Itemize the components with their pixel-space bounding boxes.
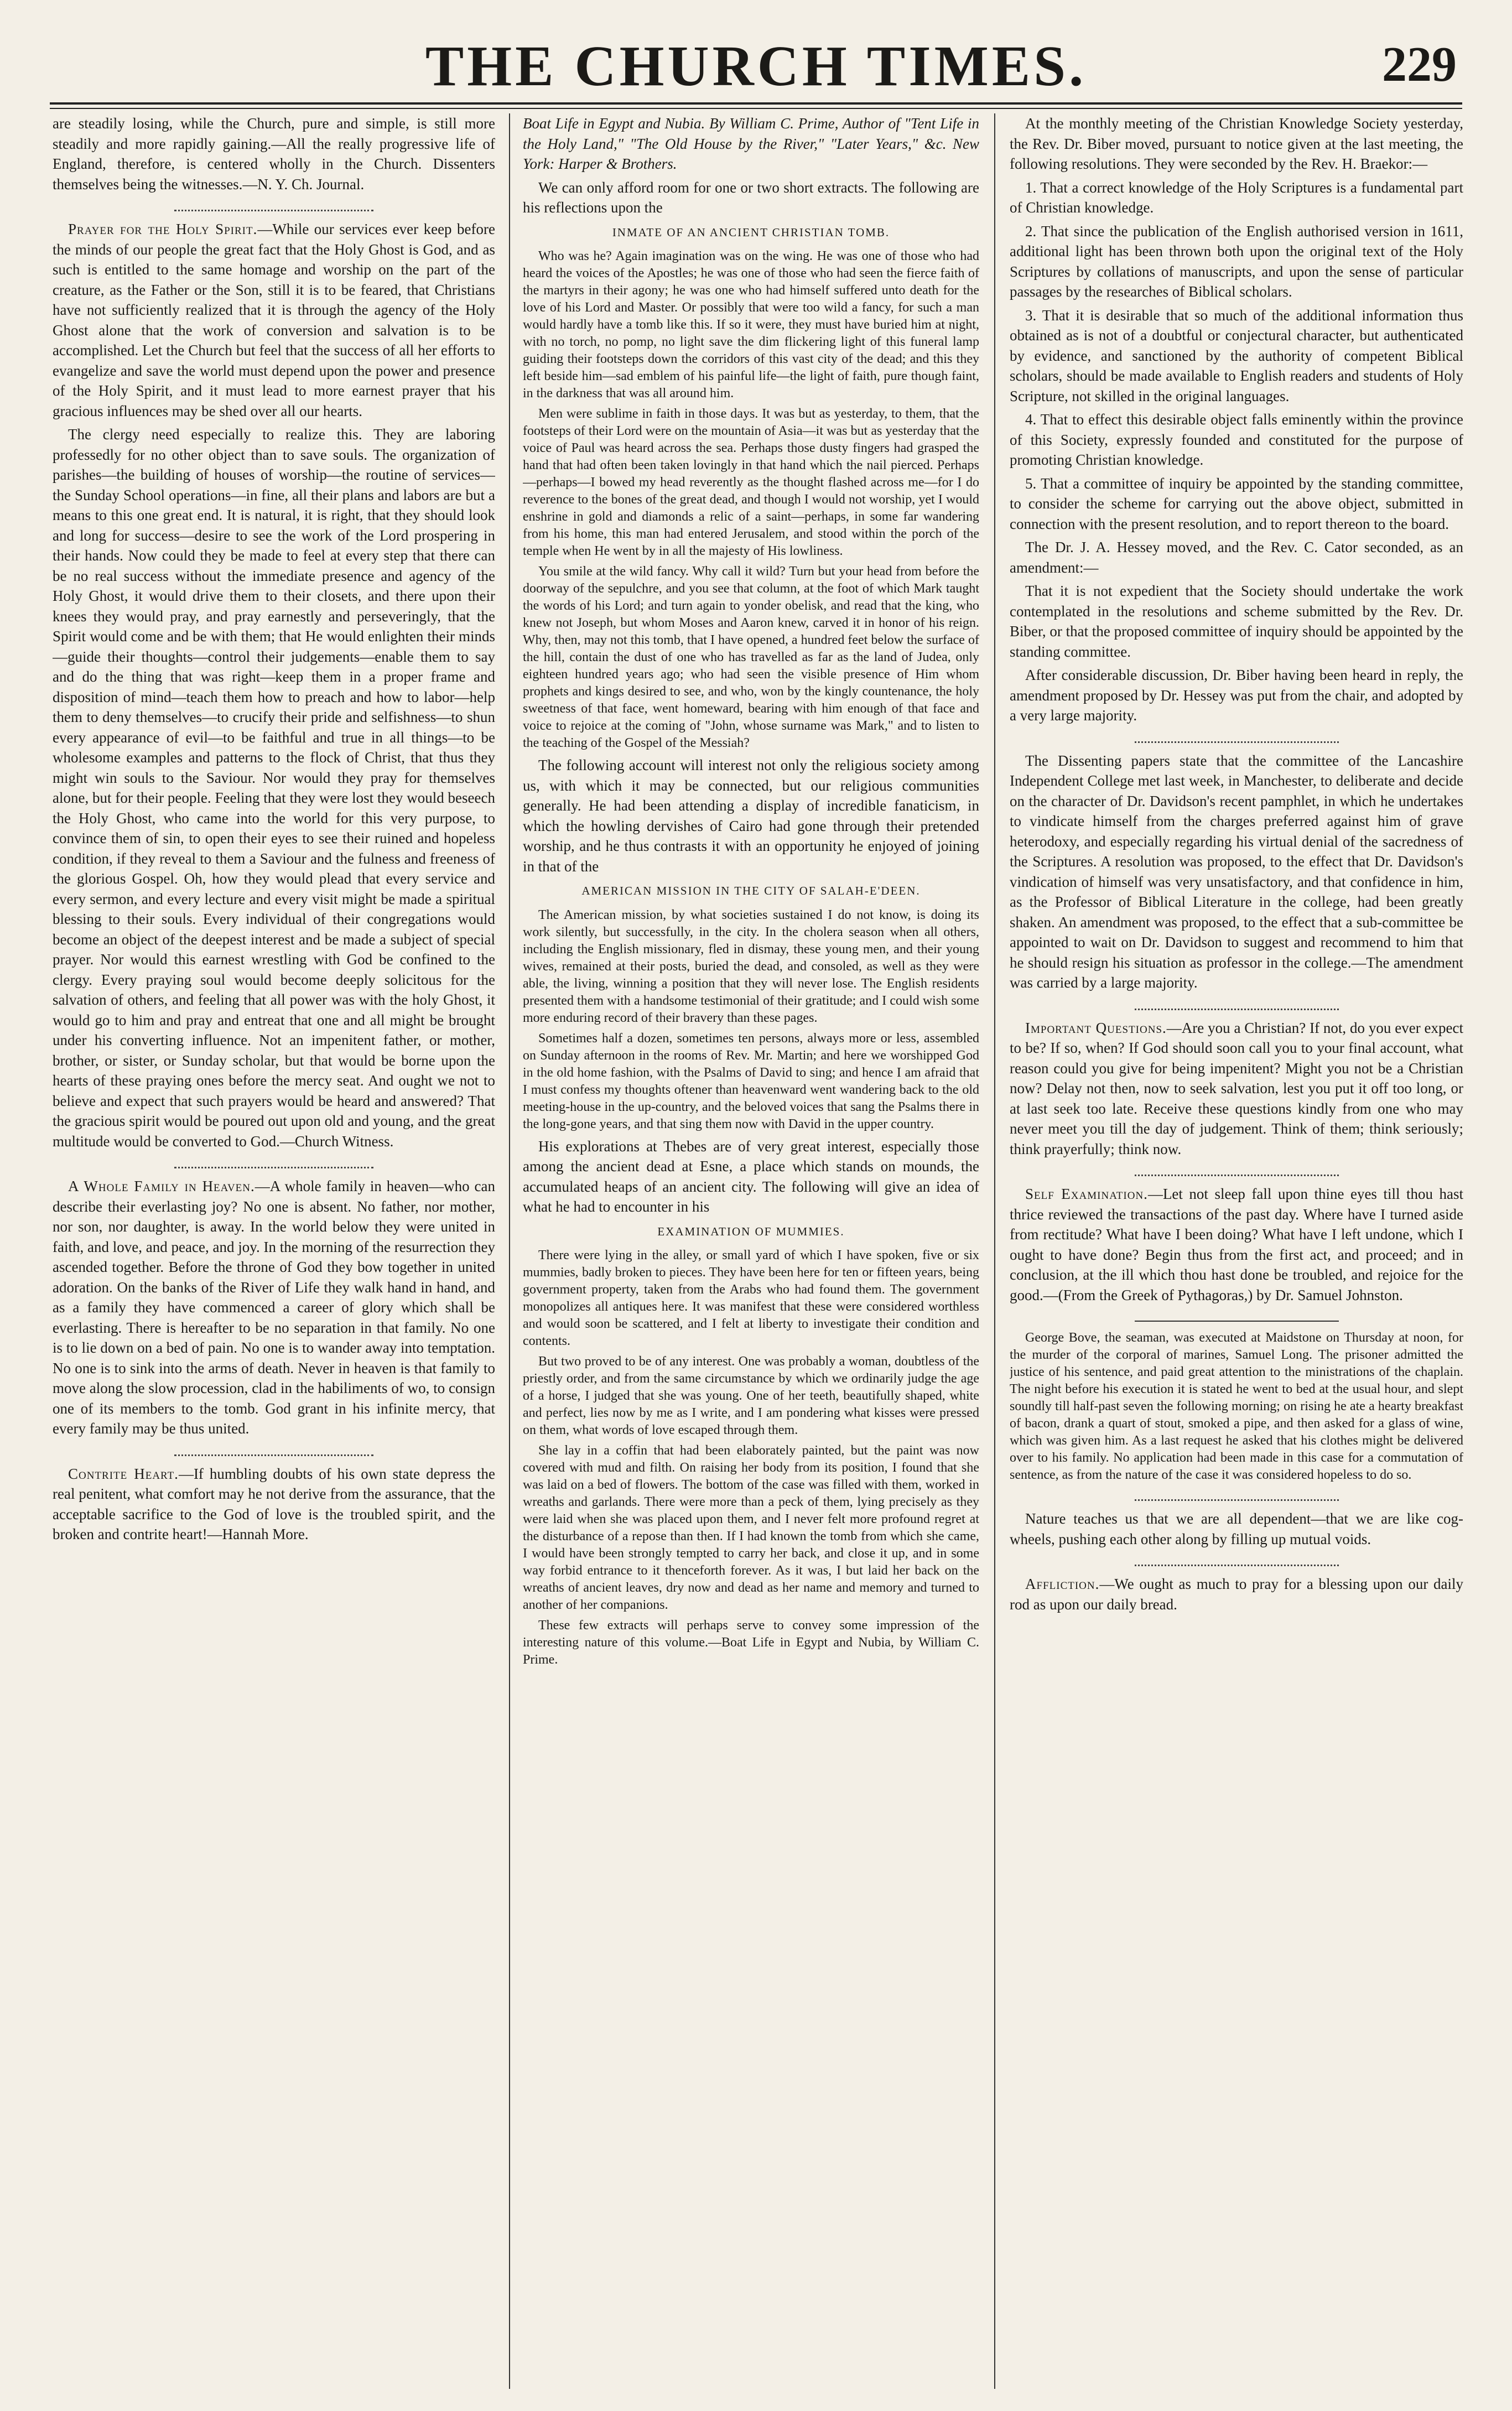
article-text: That it is not expedient that the Society should undertake the work contemplated in the resolutions and scheme submitted by the Rev. Dr. Biber, or that the proposed committee of inquiry should be appointed by the standing committee. xyxy=(1010,583,1463,660)
article-text: The Dr. J. A. Hessey moved, and the Rev. C. Cator seconded, as an amendment:— xyxy=(1010,539,1463,576)
article-text: The clergy need especially to realize this. They are laboring professedly for no other object than to save souls. The organization of parishes—the building of houses of worship—the routine of services—the Sunday School operations—in fine, all their plans and labors are but a means to this one great end. It is natural, it is right, that they should look and long for success—desire to see the work of the Lord prospering in their hands. Now could they be made to feel at every step that there can be no real success without the immediate presence and agency of the Holy Ghost, it would drive them to their closets, and there upon their knees they would pray, and pray earnestly and perseveringly, that the Spirit would come and be with them; that He would enlighten their minds—guide their thoughts—control their judgements—enable them to say and do the thing that was right—keep them in a proper frame and disposition of mind—teach them how to preach and how to labor—help them to deny themselves—to crucify their pride and selfishness—to shun every appearance of evil—to be faithful and true in all things—to be wholesome examples and patterns to the flock of Christ, that thus they might win souls to the Saviour. Nor would they pray for themselves alone, but for their people. Feeling that they were lost they would beseech the Holy Ghost, who came into the world for this very purpose, to convince them of sin, to open their eyes to see their ruined and hopeless condition, if they reveal to them a Saviour and the fulness and freeness of the glorious Gospel. Oh, how they would plead that every service and every sermon, and every lecture and every visit might be made a spiritual blessing to their souls. Every individual of their congregations would become an object of the deepest interest and be made a subject of special prayer. Nor would this earnest wrestling with God be confined to the clergy. Every praying soul would become deeply solicitous for the salvation of others, and feeling that all power was with the holy Ghost, it would go to him and pray and entreat that one and all might be brought under his converting influence. Not an impenitent father, or mother, brother, or sister, or Sunday scholar, but that would be borne upon the hearts of these praying ones before the mercy seat. And ought we not to believe and expect that such prayers would be heard and answered? That the gracious spirit would be poured out upon old and young, and the great multitude would be converted to God.—Church Witness. xyxy=(53,426,495,1150)
article-text: are steadily losing, while the Church, pure and simple, is still more steadily and more rapidly gaining.—All the really progressive life of England, therefore, is centered wholly in the Church. Dissenters themselves being the witnesses.—N. Y. Ch. Journal. xyxy=(53,115,495,193)
extract-text: You smile at the wild fancy. Why call it wild? Turn but your head from before the doorway of the sepulchre, and you see that column, at the foot of which Mark taught the words of his Lord; and turn again to yonder obelisk, and read that the king, who knew not Joseph, but whom Moses and Aaron knew, carved it in honor of his reign. Why, then, may not this tomb, that I have opened, a hundred feet below the surface of the hill, contain the dust of one who has travelled as far as the land of Judea, only eighteen hundred years ago; who had seen the visible presence of Him whom prophets and kings desired to see, and who, won by the kingly countenance, the holy sweetness of that face, went homeward, bearing with him enough of that face and voice to rejoice at the coming of "John, whose surname was Mark," and to listen to the teaching of the Gospel of the Messiah? xyxy=(523,564,979,750)
resolution-item: 3. That it is desirable that so much of the additional information thus obtained as is not of a doubtful or conjectural character, but authenticated by evidence, and sanctioned by the authority of competent Biblical scholars, should be made available to English readers and students of Holy Scripture, not skilled in the original languages. xyxy=(1010,306,1463,404)
newspaper-title: THE CHURCH TIMES. xyxy=(425,34,1087,98)
article-paragraph xyxy=(1010,1018,1463,1160)
article-paragraph xyxy=(53,219,495,421)
article-text: We can only afford room for one or two short extracts. The following are his reflections upon the xyxy=(523,179,979,216)
section-separator xyxy=(1135,1165,1339,1176)
extract-text: Sometimes half a dozen, sometimes ten persons, always more or less, assembled on Sunday afternoon in the rooms of Rev. Mr. Martin; and here we worshipped God in the old home fashion, with the Psalms of David to sing; and hence I am afraid that I must confess my thoughts oftener than heavenward went wandering back to the old meeting-house in the up-country, and the beloved voices that sang the Psalms there in the long-gone years, and that sing them now with David in the upper country. xyxy=(523,1031,979,1131)
article-heading: A Whole Family in Heaven. xyxy=(68,1178,255,1194)
section-separator xyxy=(174,200,373,211)
extract-text: But two proved to be of any interest. One was probably a woman, doubtless of the priestly order, and from the same circumstance by which we ordinarily judge the age of a horse, I judged that she was young. One of her teeth, beautifully shaped, white and perfect, lies now by me as I write, and I am pondering what kisses were pressed on them, what words of love escaped through them. xyxy=(523,1354,979,1437)
section-separator xyxy=(174,1444,373,1456)
article-heading: Prayer for the Holy Spirit. xyxy=(68,221,258,237)
article-text: After considerable discussion, Dr. Biber having been heard in reply, the amendment proposed by Dr. Hessey was put from the chair, and adopted by a very large majority. xyxy=(1010,667,1463,724)
column-1 xyxy=(53,113,495,2389)
resolution-item: 2. That since the publication of the English authorised version in 1611, additional light has been thrown both upon the original text of the Holy Scriptures by collations of manuscripts, and upon the sense of particular passages by the researches of Biblical scholars. xyxy=(1010,222,1463,300)
article-text: The Dissenting papers state that the committee of the Lancashire Independent College met last week, in Manchester, to deliberate and decide on the character of Dr. Davidson's recent pamphlet, in which he undertakes to vindicate himself from the charges preferred against him of grave heterodoxy, and especially regarding his virtual denial of the sacredness of the Scriptures. A resolution was proposed, to the effect that Dr. Davidson's vindication of himself was very unsatisfactory, and that confidence in him, as the Professor of Biblical Literature in the college, had been greatly shaken. An amendment was proposed, to the effect that a sub-committee be appointed to wait on Dr. Davidson to suggest and recommend to him that he should resign his situation as professor in the college.—The amendment was carried by a large majority. xyxy=(1010,752,1463,991)
article-text: The following account will interest not only the religious society among us, with which it may be connected, but our religious communities generally. He had been attending a display of incredible fanaticism, in which the howling dervishes of Cairo had gone through their pretended worship, and he thus contrasts it with an opportunity he enjoyed of joining in that of the xyxy=(523,757,979,875)
article-text: —Are you a Christian? If not, do you ever expect to be? If so, when? If God should soon call you to your final account, what reason could you give for being impenitent? Might you not be a Christian now? Delay not then, now to seek salvation, lest you put it off too long, or at last seek too late. Receive these questions kindly from one who may never meet you till the day of judgement. Think of them; think seriously; think prayerfully; think now. xyxy=(1010,1019,1463,1157)
article-paragraph xyxy=(53,1464,495,1545)
column-2 xyxy=(523,113,979,2389)
article-heading: Contrite Heart. xyxy=(68,1465,179,1482)
article-text: —Let not sleep fall upon thine eyes till thou hast thrice reviewed the transactions of the past day. Where have I turned aside from rectitude? What have I been doing? What have I left undone, which I ought to have done? Begin thus from the first act, and proceed; and in conclusion, at the ill which thou hast done be troubled, and rejoice for the good.—(From the Greek of Pythagoras,) by Dr. Samuel Johnston. xyxy=(1010,1186,1463,1303)
article-heading: Important Questions. xyxy=(1025,1019,1167,1036)
column-divider xyxy=(994,113,995,2389)
article-text: —We ought as much to pray for a blessing upon our daily rod as upon our daily bread. xyxy=(1010,1576,1463,1613)
section-separator xyxy=(1135,1555,1339,1566)
resolution-item: 1. That a correct knowledge of the Holy Scriptures is a fundamental part of Christian knowledge. xyxy=(1010,179,1463,216)
section-separator xyxy=(174,1157,373,1168)
subheading: AMERICAN MISSION IN THE CITY OF SALAH-E'DEEN. xyxy=(581,884,921,897)
masthead-rule-thin xyxy=(50,108,1462,109)
article-heading: Affliction. xyxy=(1025,1576,1100,1592)
extract-text: She lay in a coffin that had been elaborately painted, but the paint was now covered with mud and filth. On raising her body from its position, I found that she was laid on a bed of flowers. The bottom of the case was filled with them, worked in wreaths and garlands. There were more than a peck of them, lying precisely as they were laid when she was placed upon them, and I never felt more profound regret at the disturbance of a repose than then. If I had known the tomb from which she came, I would have been strongly tempted to carry her back, and close it up, and in some way forbid entrance to it thenceforth forever. As it was, I but laid her back on the wreaths of ancient leaves, dry now and dead as her name and memory and turned to another of her companions. xyxy=(523,1443,979,1612)
subheading: INMATE OF AN ANCIENT CHRISTIAN TOMB. xyxy=(612,225,890,239)
book-reference: Boat Life in Egypt and Nubia. By William C. Prime, Author of "Tent Life in the Holy Land," "The Old House by the River," "Later Years," &c. New York: Harper & Brothers. xyxy=(523,115,979,172)
extract-text: The American mission, by what societies sustained I do not know, is doing its work silently, but successfully, in the city. In the cholera season when all others, including the English missionary, fled in dismay, these young men, and their young wives, remained at their posts, buried the dead, and consoled, as well as they were able, the living, winning a position that they will never lose. The English residents presented them with a handsome testimonial of their gratitude; and I could wish some more enduring record of their bravery than these pages. xyxy=(523,907,979,1025)
column-3 xyxy=(1010,113,1463,2389)
page-number: 229 xyxy=(1382,37,1457,92)
column-divider xyxy=(509,113,510,2389)
article-paragraph xyxy=(1010,1574,1463,1614)
article-heading: Self Examination. xyxy=(1025,1186,1148,1202)
section-separator xyxy=(1135,999,1339,1010)
resolution-item: 4. That to effect this desirable object falls eminently within the province of this Society, expressly founded and constituted for the purpose of promoting Christian knowledge. xyxy=(1010,411,1463,468)
section-separator xyxy=(1135,1489,1339,1501)
section-separator xyxy=(1135,1311,1339,1322)
masthead-rule xyxy=(50,102,1462,105)
article-closing: These few extracts will perhaps serve to convey some impression of the interesting nature of this volume.—Boat Life in Egypt and Nubia, by William C. Prime. xyxy=(523,1618,979,1667)
extract-text: Men were sublime in faith in those days. It was but as yesterday, to them, that the footsteps of their Lord were on the mountain of Asia—it was but as yesterday that the voice of Paul was heard across the sea. Perhaps those dusty fingers had grasped the hand that had often been taken lovingly in that hand which the nail pierced. Perhaps—perhaps—I bowed my head reverently as the thought flashed across me—for I do reverence to the bones of the great dead, and though I would not worship, yet I would enshrine in gold and diamonds a relic of a saint—perhaps, in some far wandering from his home, this man had entered Jerusalem, and stood within the porch of the temple when He went by in all the majesty of His lowliness. xyxy=(523,407,979,558)
article-paragraph xyxy=(53,1176,495,1439)
resolution-item: 5. That a committee of inquiry be appointed by the standing committee, to consider the scheme for carrying out the above object, submitted in connection with the present resolution, and to report thereon to the board. xyxy=(1010,475,1463,532)
subheading: EXAMINATION OF MUMMIES. xyxy=(657,1224,845,1238)
extract-text: Who was he? Again imagination was on the wing. He was one of those who had heard the voices of the Apostles; he was one of those who had seen the fierce faith of the martyrs in their agony; he was one who had himself suffered unto death for the love of his Lord and Master. Or possibly that were too wild a fancy, for such a man would hardly have a tomb like this. If so it were, they must have buried him at night, with no torch, no pomp, no light save the dim flickering light of this funeral lamp guiding their footsteps down the corridors of this vast city of the dead; and this they left beside him—sad emblem of his painful life—the light of faith, pure though faint, in the darkness that was all around him. xyxy=(523,249,979,401)
masthead xyxy=(50,22,1462,105)
article-text: —If humbling doubts of his own state depress the real penitent, what comfort may he not derive from the assurance, that the acceptable sacrifice to the God of love is the troubled spirit, and the broken and contrite heart!—Hannah More. xyxy=(53,1465,495,1542)
article-text: At the monthly meeting of the Christian Knowledge Society yesterday, the Rev. Dr. Biber moved, pursuant to notice given at the last meeting, the following resolutions. They were seconded by the Rev. H. Braekor:— xyxy=(1010,115,1463,172)
article-text: His explorations at Thebes are of very great interest, especially those among the ancient dead at Esne, a place which stands on mounds, the accumulated heaps of an ancient city. The following will give an idea of what he had to encounter in his xyxy=(523,1137,979,1215)
section-separator xyxy=(1135,731,1339,743)
extract-text: There were lying in the alley, or small yard of which I have spoken, five or six mummies, badly broken to pieces. They have been here for ten or fifteen years, being government property, taken from the Arabs who had found them. The government monopolizes all antiques here. It was manifest that these were considered worthless and would soon be scattered, and I felt at liberty to investigate their condition and contents. xyxy=(523,1248,979,1348)
article-text: Nature teaches us that we are all dependent—that we are like cog-wheels, pushing each other along by filling up mutual voids. xyxy=(1010,1510,1463,1547)
article-paragraph xyxy=(1010,1184,1463,1305)
article-text: —A whole family in heaven—who can describe their everlasting joy? No one is absent. No father, nor mother, nor son, nor daughter, is away. In the world below they were united in faith, and love, and peace, and joy. In the morning of the resurrection they ascended together. Before the throne of God they bow together in united adoration. On the banks of the River of Life they walk hand in hand, and as a family they have commenced a career of glory which shall be everlasting. There is hereafter to be no separation in that family. No one is to lie down on a bed of pain. No one is to wander away into temptation. No one is to sink into the arms of death. Never in heaven is that family to move along the slow procession, clad in the habiliments of wo, to consign one of its members to the tomb. God grant in his infinite mercy, that every family may be thus united. xyxy=(53,1178,495,1437)
article-text: —While our services ever keep before the minds of our people the great fact that the Holy Ghost is God, and as such is entitled to the same homage and worship on the part of the creature, as the Father or the Son, still it is to be feared, that Christians have not sufficiently realized that it is through the agency of the Holy Ghost alone that the work of conversion and salvation is to be accomplished. Let the Church but feel that the success of all her efforts to evangelize and save the world must depend upon the power and presence of the Holy Spirit, and it must lead to more earnest prayer that his gracious influences may be shed over all our hearts. xyxy=(53,221,495,419)
news-item: George Bove, the seaman, was executed at Maidstone on Thursday at noon, for the murder of the corporal of marines, Samuel Long. The prisoner admitted the justice of his sentence, and paid great attention to the ministrations of the chaplain. The night before his execution it is stated he went to bed at the usual hour, and slept soundly till half-past seven the following morning; on rising he ate a hearty breakfast of bacon, drank a quart of stout, smoked a pipe, and then asked for a glass of wine, which was given him. As a last request he asked that his clothes might be delivered over to his family. No application had been made in this case for a commutation of sentence, as from the nature of the case it was considered hopeless to do so. xyxy=(1010,1331,1463,1482)
